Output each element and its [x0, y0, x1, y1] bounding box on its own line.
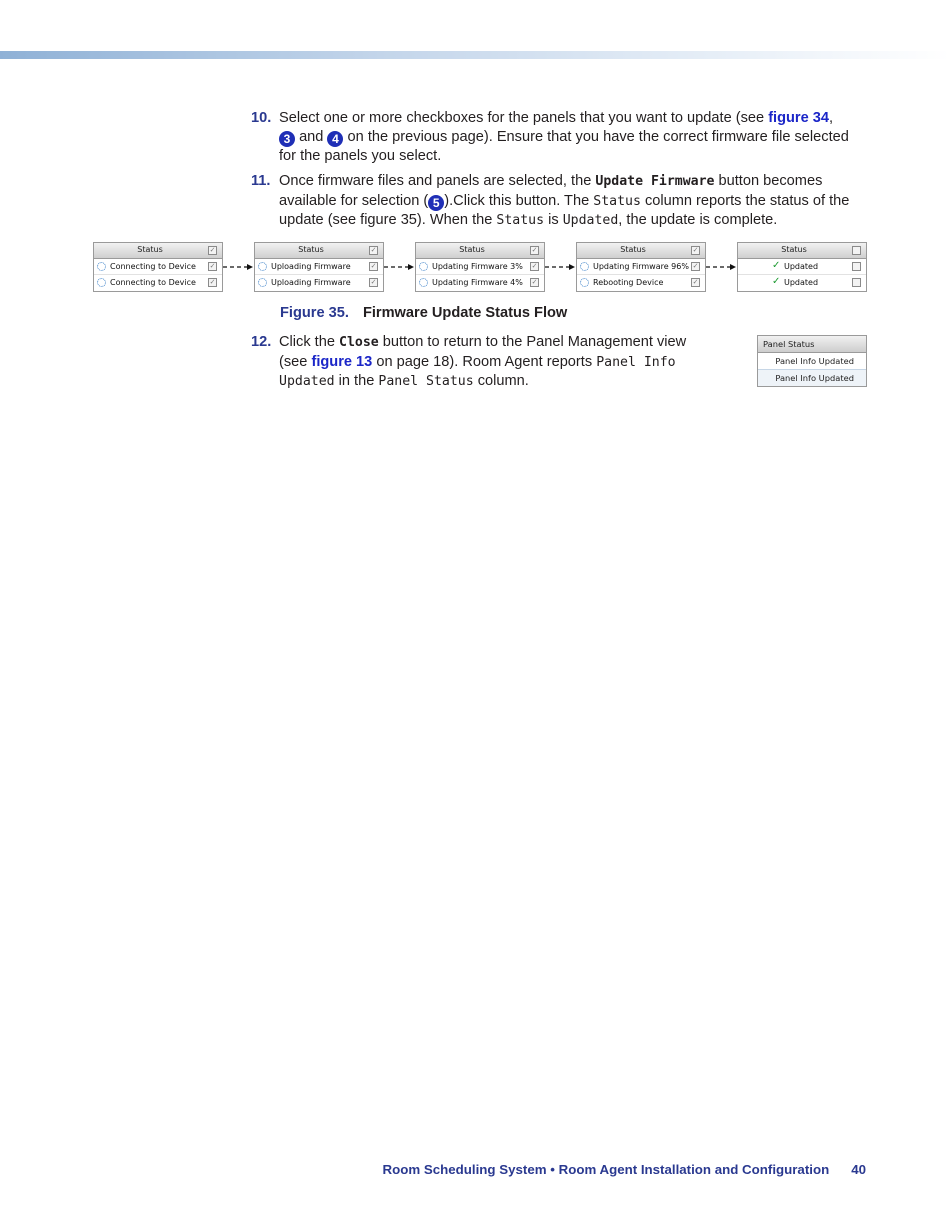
- header-checkbox[interactable]: ✓: [531, 246, 538, 254]
- spinner-icon: [419, 262, 428, 271]
- page-footer: [300, 1162, 866, 1177]
- spinner-icon: [97, 278, 106, 287]
- step-number: 10.: [251, 110, 272, 126]
- spinner-icon: [97, 262, 106, 271]
- status-header: Status ✓: [416, 243, 544, 259]
- header-checkbox[interactable]: ✓: [209, 246, 216, 254]
- spinner-icon: [419, 278, 428, 287]
- row-checkbox[interactable]: ✓: [209, 278, 216, 286]
- header-gradient-bar: [0, 51, 950, 59]
- step-text: Click the Close button to return to the Panel Management view (see figure 13 on page 18). Room Agent reports Panel Info Updated in the Panel Status column.: [279, 334, 687, 390]
- checkmark-icon: ✓: [772, 276, 781, 287]
- header-checkbox[interactable]: ✓: [370, 246, 377, 254]
- dashed-arrow-icon: [222, 262, 254, 272]
- status-header: Status: [738, 243, 866, 259]
- status-table-rebooting: [576, 242, 706, 292]
- spinner-icon: [580, 278, 589, 287]
- status-row: Updating Firmware 4% ✓: [416, 275, 544, 290]
- status-row: Updating Firmware 96% ✓: [577, 259, 705, 275]
- step-number: 12.: [251, 334, 272, 350]
- row-checkbox[interactable]: ✓: [692, 278, 699, 286]
- figure-title: Firmware Update Status Flow: [362, 305, 568, 321]
- callout-4-icon: 4: [327, 131, 343, 147]
- page-number: 40: [851, 1162, 866, 1177]
- row-checkbox[interactable]: ✓: [370, 278, 377, 286]
- status-header: Status ✓: [577, 243, 705, 259]
- status-row: Uploading Firmware ✓: [255, 259, 383, 275]
- row-checkbox[interactable]: [852, 278, 861, 287]
- spinner-icon: [258, 278, 267, 287]
- spinner-icon: [258, 262, 267, 271]
- row-checkbox[interactable]: ✓: [531, 278, 538, 286]
- step-11: [251, 172, 851, 231]
- status-table-updated: [737, 242, 867, 292]
- figure-34-link[interactable]: figure 34: [768, 110, 830, 126]
- step-text: Select one or more checkboxes for the panels that you want to update (see figure 34, 3 and 4 on the previous page). Ensure that you have the correct firmware file selected for the panels you select.: [279, 110, 849, 164]
- header-checkbox[interactable]: ✓: [692, 246, 699, 254]
- row-checkbox[interactable]: ✓: [531, 262, 538, 270]
- spinner-icon: [580, 262, 589, 271]
- figure-caption: [280, 305, 567, 321]
- panel-status-row: Panel Info Updated: [758, 370, 866, 386]
- step-text: Once firmware files and panels are selected, the Update Firmware button becomes available for selection ( 5 ).Click this button. The Status column reports the status of the update (see figure 35). When the Status is Updated, the update is complete.: [279, 173, 850, 229]
- callout-3-icon: 3: [279, 131, 295, 147]
- figure-13-link[interactable]: figure 13: [311, 353, 373, 370]
- panel-status-header: Panel Status: [758, 336, 866, 353]
- row-checkbox[interactable]: ✓: [370, 262, 377, 270]
- status-row: Uploading Firmware ✓: [255, 275, 383, 290]
- callout-5-icon: 5: [428, 195, 444, 211]
- status-row: ✓ Updated: [738, 275, 866, 290]
- status-table-uploading: [254, 242, 384, 292]
- checkmark-icon: ✓: [772, 260, 781, 271]
- status-header: Status ✓: [255, 243, 383, 259]
- step-number: 11.: [251, 173, 271, 189]
- status-header: Status ✓: [94, 243, 222, 259]
- status-table-updating: [415, 242, 545, 292]
- status-row: Connecting to Device ✓: [94, 275, 222, 290]
- figure-label: Figure 35.: [280, 305, 349, 321]
- footer-title: Room Scheduling System • Room Agent Installation and Configuration: [382, 1162, 830, 1177]
- row-checkbox[interactable]: ✓: [209, 262, 216, 270]
- dashed-arrow-icon: [383, 262, 415, 272]
- status-row: Connecting to Device ✓: [94, 259, 222, 275]
- status-row: Updating Firmware 3% ✓: [416, 259, 544, 275]
- update-firmware-code: Update Firmware: [595, 174, 715, 189]
- step-12: [251, 333, 711, 392]
- status-row: Rebooting Device ✓: [577, 275, 705, 290]
- dashed-arrow-icon: [705, 262, 737, 272]
- panel-status-row: Panel Info Updated: [758, 353, 866, 370]
- dashed-arrow-icon: [544, 262, 576, 272]
- step-10: [251, 109, 851, 165]
- header-checkbox[interactable]: [852, 246, 861, 255]
- row-checkbox[interactable]: [852, 262, 861, 271]
- status-table-connecting: [93, 242, 223, 292]
- panel-status-table: [757, 335, 867, 387]
- row-checkbox[interactable]: ✓: [692, 262, 699, 270]
- status-row: ✓ Updated: [738, 259, 866, 275]
- close-code: Close: [339, 335, 379, 350]
